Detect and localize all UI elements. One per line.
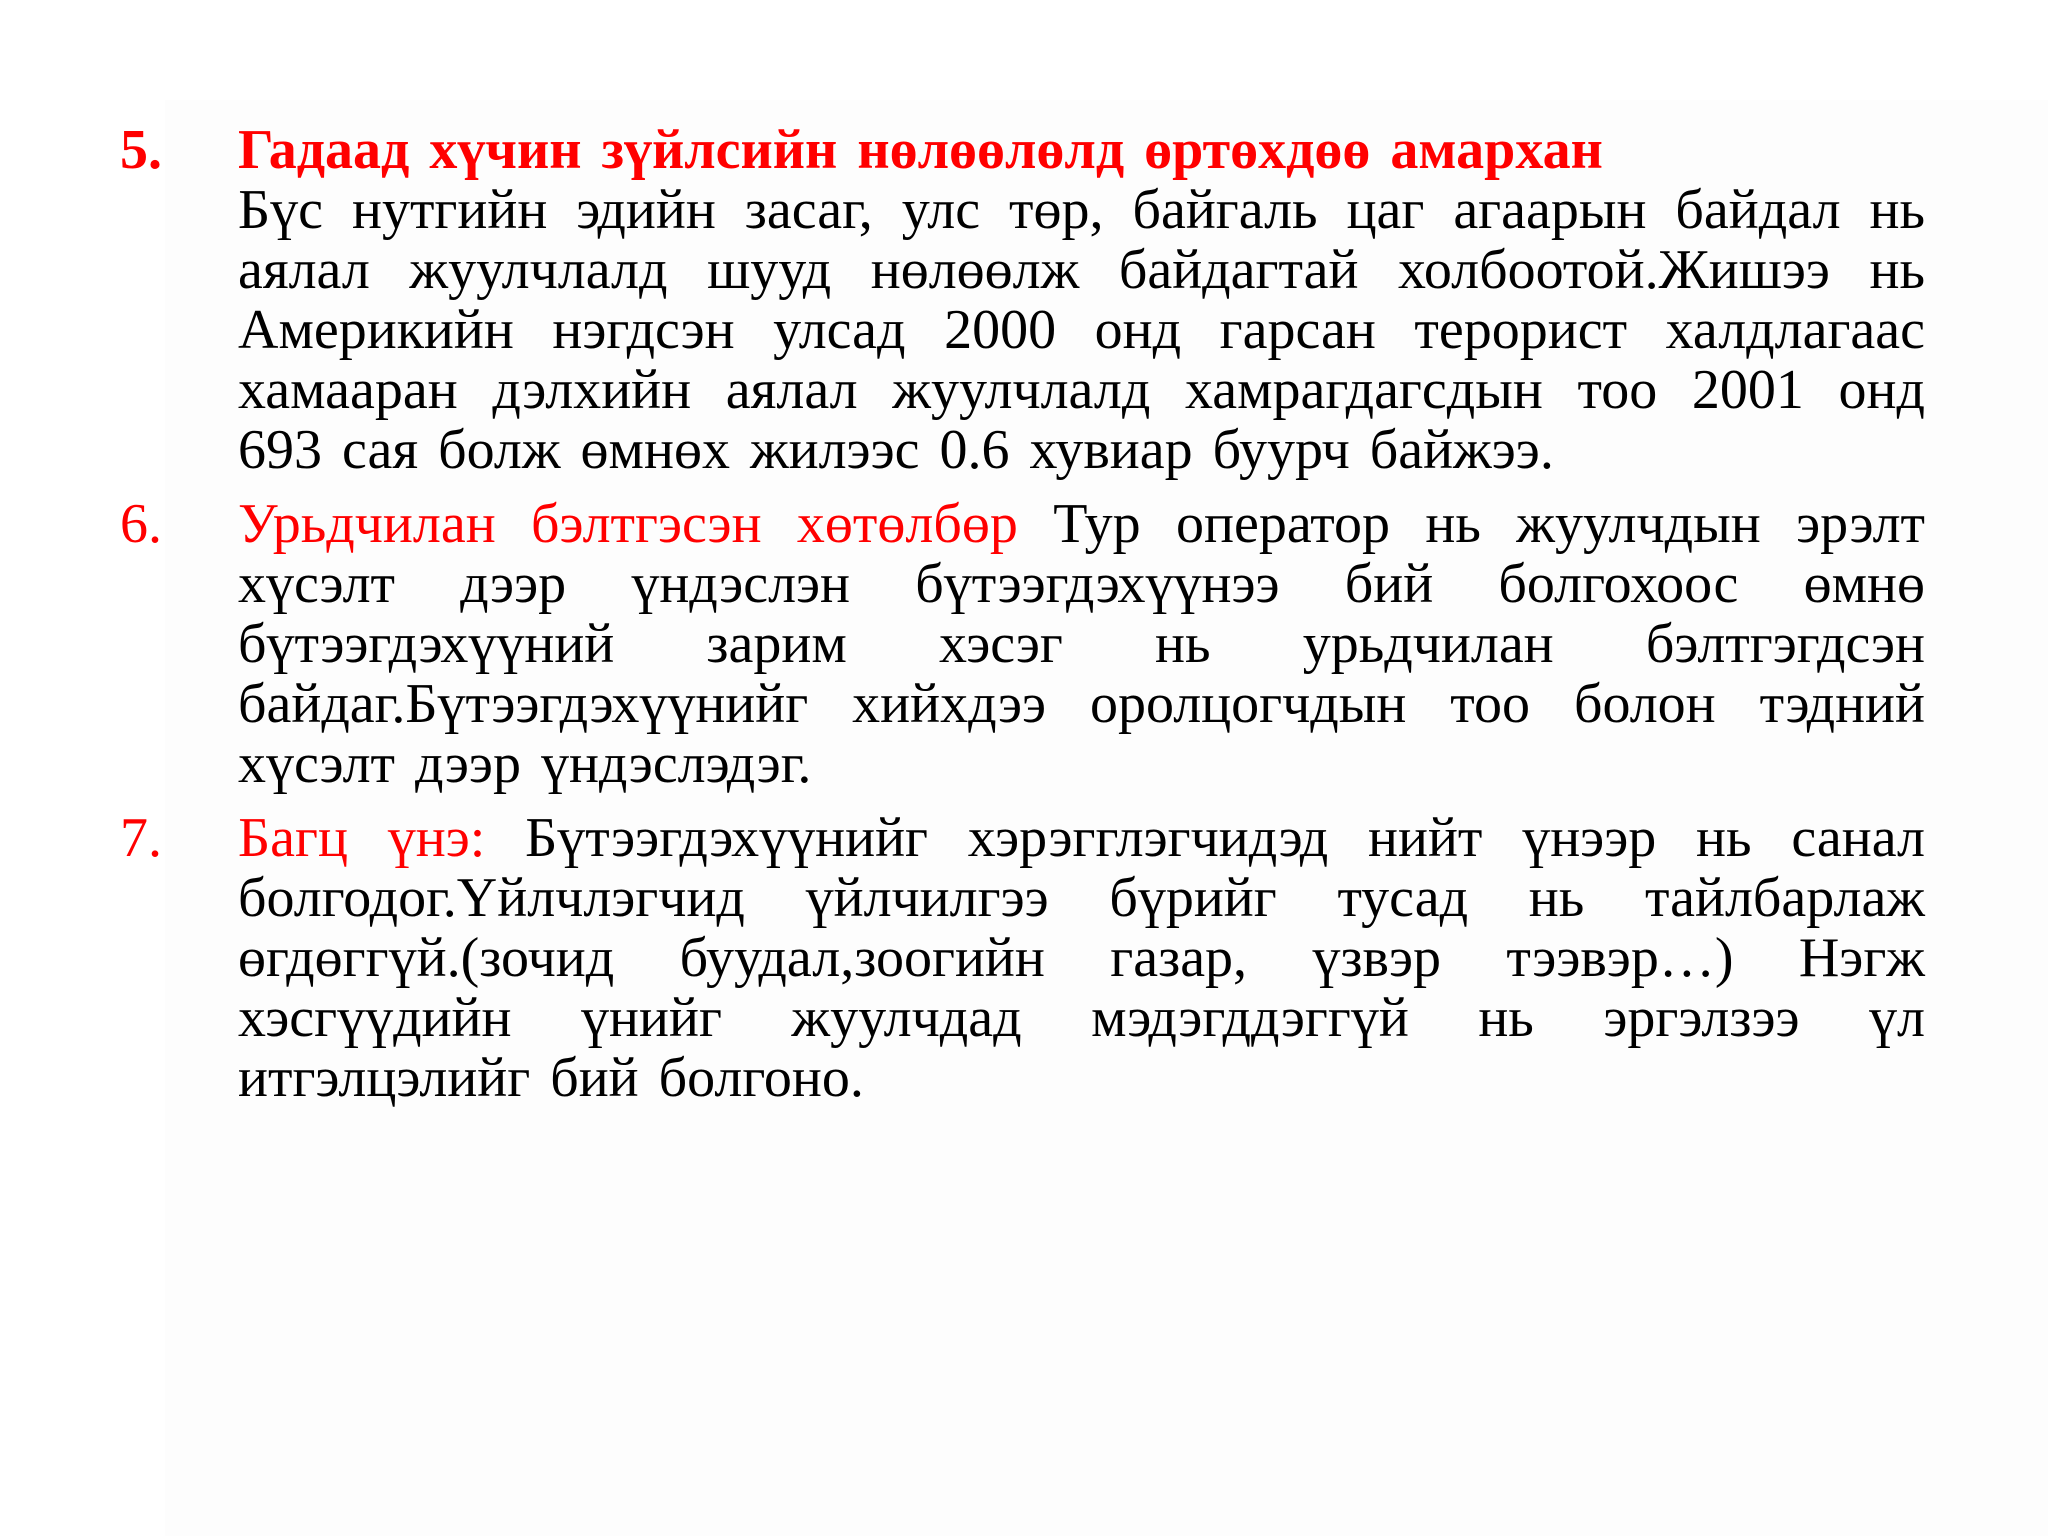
item-heading: Урьдчилан бэлтгэсэн хөтөлбөр [238, 493, 1054, 555]
list-item-5 [120, 120, 1925, 480]
item-number: 6. [120, 493, 162, 555]
item-text: Бүс нутгийн эдийн засаг, улс төр, байгаль цаг агаарын байдал нь аялал жуулчлалд шууд нөлөөлж байдагтай холбоотой.Жишээ нь Америкийн нэгдсэн улсад 2000 онд гарсан терорист халдлагаас хамааран дэлхийн аялал жуулчлалд хамрагдагсдын тоо 2001 онд 693 сая болж өмнөх жилээс 0.6 хувиар буурч байжээ. [238, 179, 1925, 481]
list-item-6 [120, 494, 1925, 794]
item-text: Бүтээгдэхүүнийг хэрэгглэгчидэд нийт үнээр нь санал болгодог.Үйлчлэгчид үйлчилгээ бүрийг тусад нь тайлбарлаж өгдөггүй.(зочид буудал,зоогийн газар, үзвэр тээвэр…) Нэгж хэсгүүдийн үнийг жуулчдад мэдэгддэггүй нь эргэлзээ үл итгэлцэлийг бий болгоно. [238, 807, 1926, 1109]
item-heading: Гадаад хүчин зүйлсийн нөлөөлөлд өртөхдөө амархан [238, 119, 1603, 181]
numbered-list [120, 120, 1925, 1122]
item-number: 5. [120, 119, 162, 181]
item-body [238, 808, 1925, 1108]
item-body [238, 120, 1925, 480]
list-item-7 [120, 808, 1925, 1108]
item-number: 7. [120, 807, 162, 869]
item-text: Тур оператор нь жуулчдын эрэлт хүсэлт дээр үндэслэн бүтээгдэхүүнээ бий болгохоос өмнө бүтээгдэхүүний зарим хэсэг нь урьдчилан бэлтгэгдсэн байдаг.Бүтээгдэхүүнийг хийхдээ оролцогчдын тоо болон тэдний хүсэлт дээр үндэслэдэг. [238, 493, 1925, 795]
item-body [238, 494, 1925, 794]
item-heading: Багц үнэ: [238, 807, 526, 869]
